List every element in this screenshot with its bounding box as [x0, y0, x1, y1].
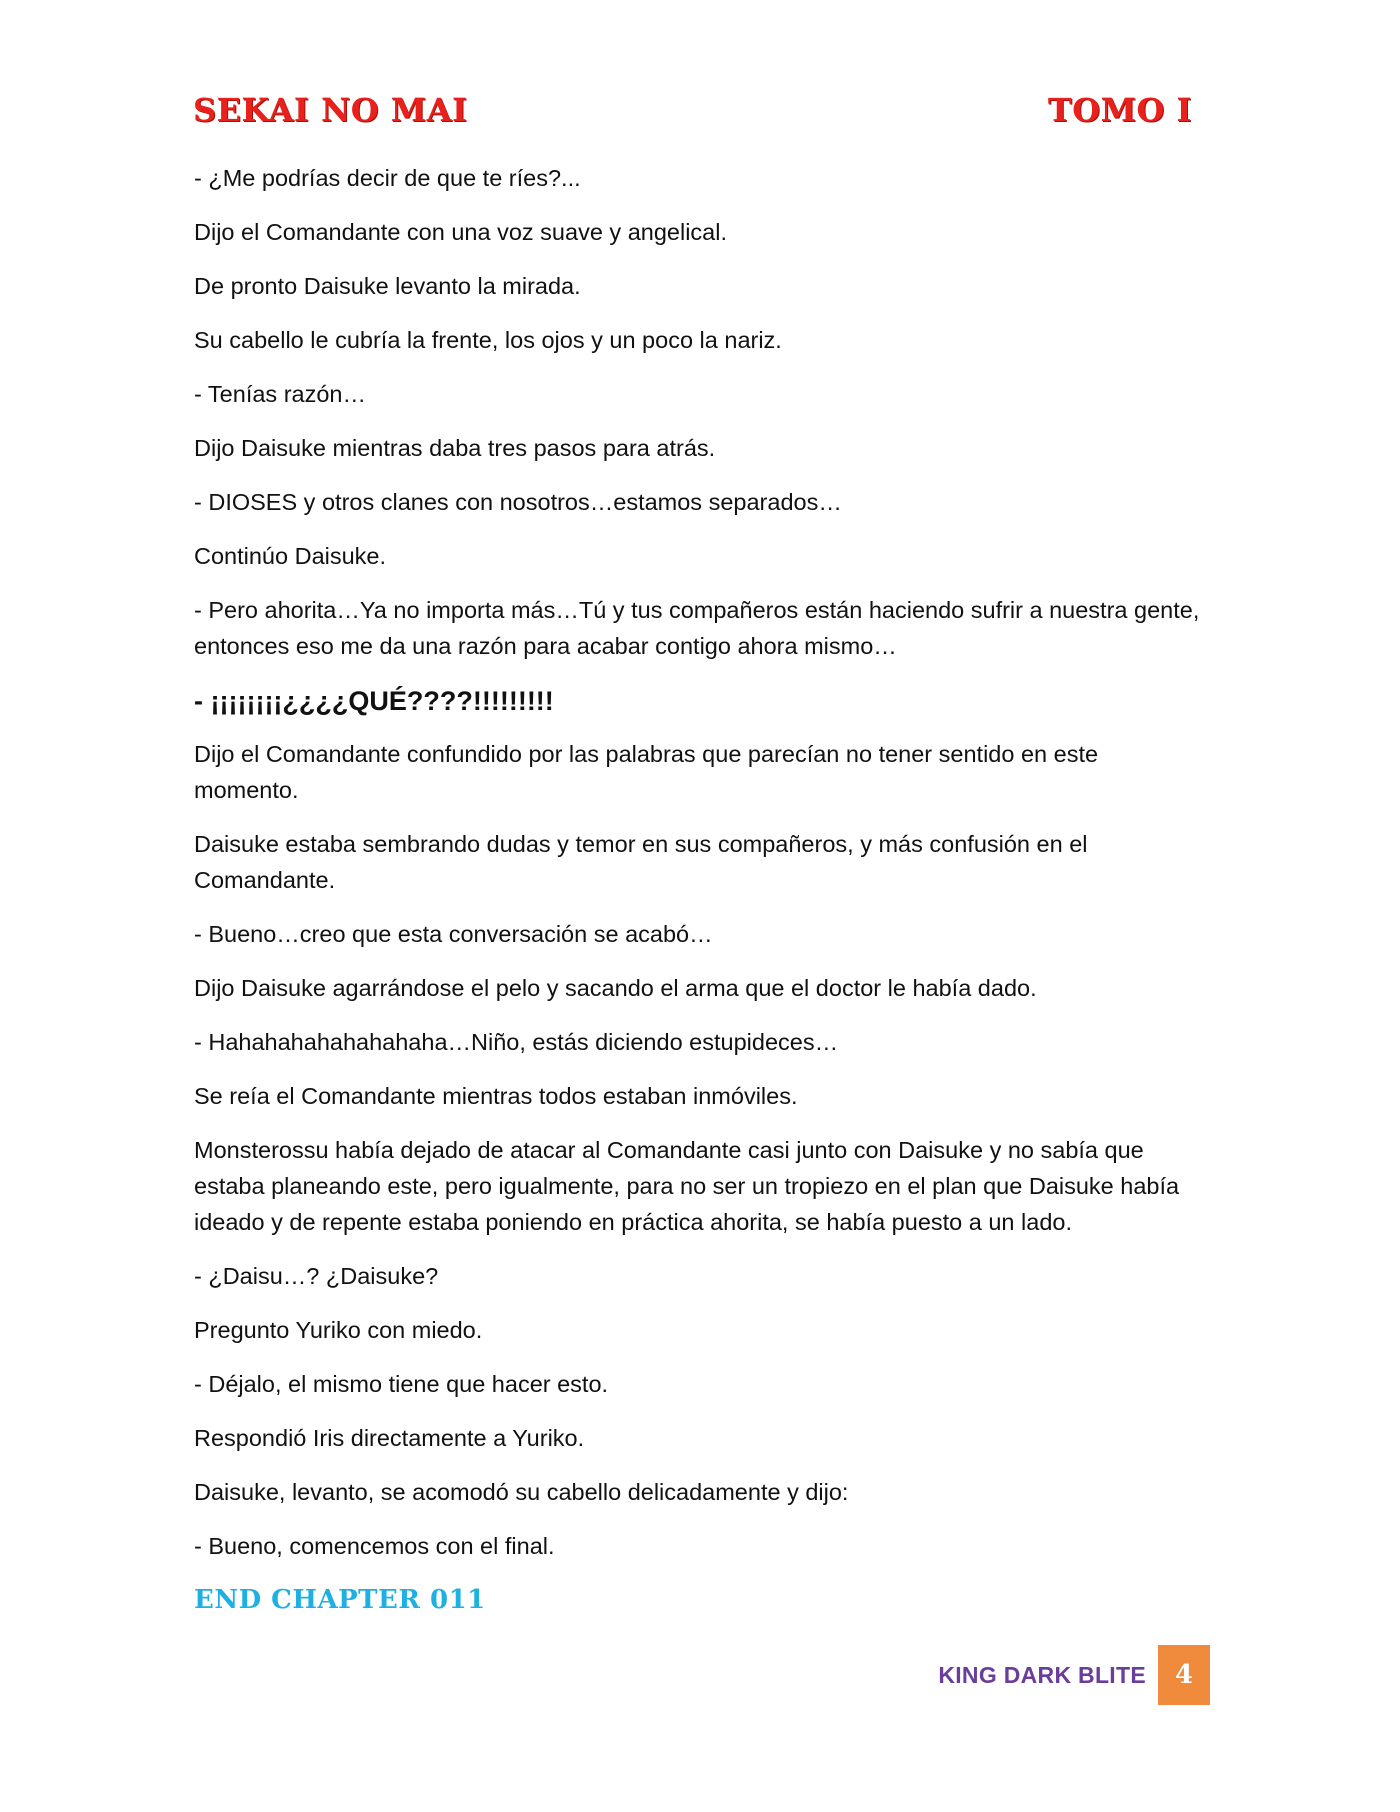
body-text: [194, 160, 1206, 1618]
paragraph: Se reía el Comandante mientras todos estaban inmóviles.: [194, 1083, 798, 1109]
paragraph: Respondió Iris directamente a Yuriko.: [194, 1425, 585, 1451]
volume-title: TOMO I: [1047, 91, 1192, 129]
paragraph: - Déjalo, el mismo tiene que hacer esto.: [194, 1371, 609, 1397]
paragraph: - Bueno…creo que esta conversación se acabó…: [194, 921, 713, 947]
paragraph: - ¿Me podrías decir de que te ríes?...: [194, 165, 581, 191]
paragraph: Dijo Daisuke mientras daba tres pasos para atrás.: [194, 435, 716, 461]
shout-paragraph: - ¡¡¡¡¡¡¡¡¿¿¿¿QUÉ????!!!!!!!!!: [194, 686, 554, 716]
paragraph: Daisuke, levanto, se acomodó su cabello delicadamente y dijo:: [194, 1479, 849, 1505]
paragraph: De pronto Daisuke levanto la mirada.: [194, 273, 581, 299]
paragraph: Dijo Daisuke agarrándose el pelo y sacando el arma que el doctor le había dado.: [194, 975, 1037, 1001]
paragraph: Su cabello le cubría la frente, los ojos y un poco la nariz.: [194, 327, 782, 353]
paragraph: - ¿Daisu…? ¿Daisuke?: [194, 1263, 439, 1289]
paragraph: Monsterossu había dejado de atacar al Comandante casi junto con Daisuke y no sabía que estaba planeando este, pero igualmente, para no ser un tropiezo en el plan que Daisuke había ideado y de repente estaba poniendo en práctica ahorita, se había puesto a un lado.: [194, 1137, 1180, 1235]
paragraph: - Bueno, comencemos con el final.: [194, 1533, 555, 1559]
paragraph: - Pero ahorita…Ya no importa más…Tú y tus compañeros están haciendo sufrir a nuestra gente, entonces eso me da una razón para acabar contigo ahora mismo…: [194, 597, 1200, 659]
author-name: KING DARK BLITE: [938, 1661, 1146, 1688]
page-number-badge: 4: [1158, 1645, 1210, 1705]
paragraph: Dijo el Comandante con una voz suave y angelical.: [194, 219, 727, 245]
paragraph: - DIOSES y otros clanes con nosotros…estamos separados…: [194, 489, 842, 515]
paragraph: Continúo Daisuke.: [194, 543, 387, 569]
paragraph: Daisuke estaba sembrando dudas y temor en sus compañeros, y más confusión en el Comandante.: [194, 831, 1088, 893]
paragraph: - Tenías razón…: [194, 381, 366, 407]
book-title: SEKAI NO MAI: [193, 91, 468, 129]
page-footer: [938, 1645, 1210, 1705]
chapter-end-label: END CHAPTER 011: [194, 1585, 486, 1615]
page-header: [193, 88, 1192, 132]
paragraph: - Hahahahahahahahaha…Niño, estás diciendo estupideces…: [194, 1029, 839, 1055]
paragraph: Dijo el Comandante confundido por las palabras que parecían no tener sentido en este momento.: [194, 741, 1099, 803]
paragraph: Pregunto Yuriko con miedo.: [194, 1317, 483, 1343]
